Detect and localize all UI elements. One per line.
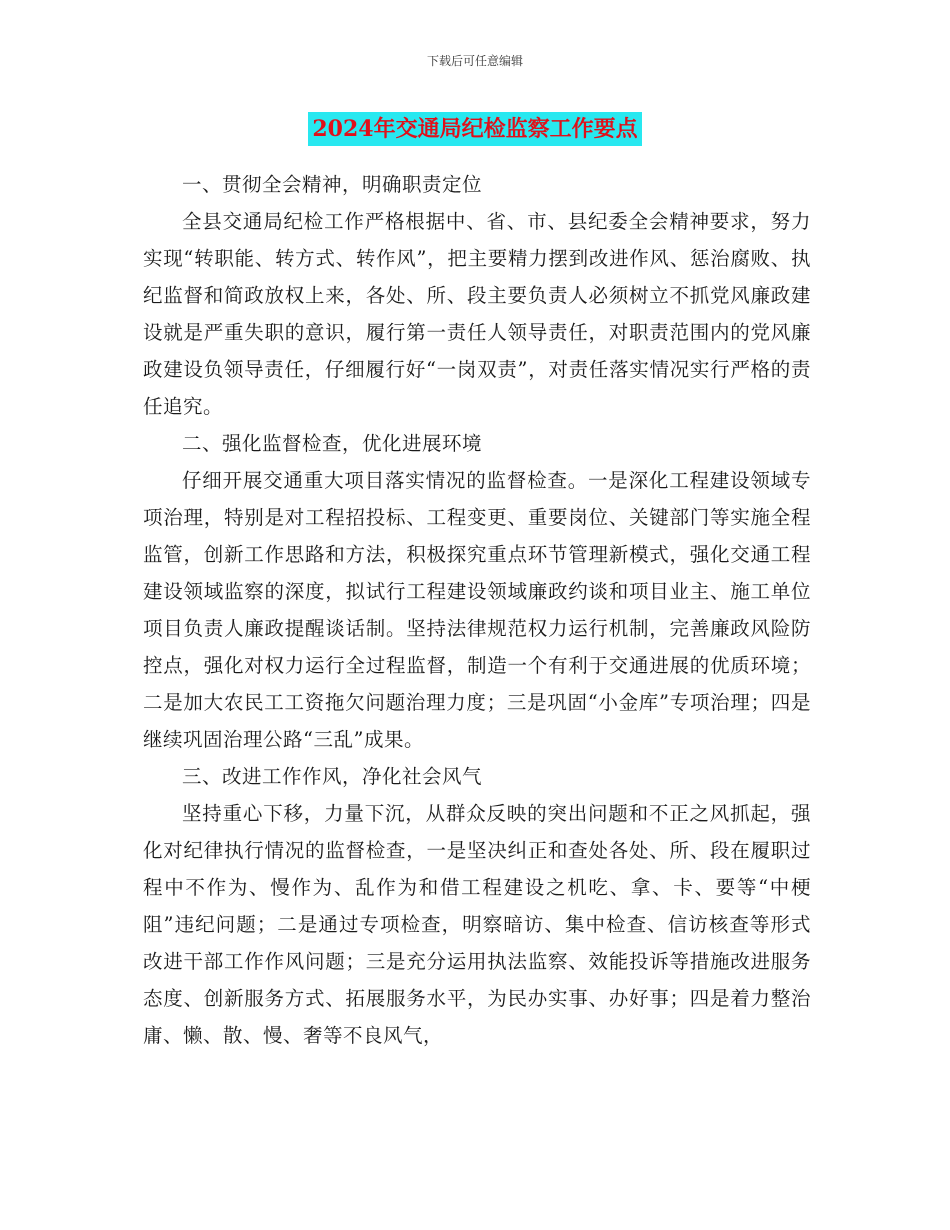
section-heading-3: 三、改进工作作风，净化社会风气 [182,765,483,788]
section-heading-2: 二、强化监督检查，优化进展环境 [182,432,483,455]
document-title-wrapper [0,112,950,146]
page-header-note: 下载后可任意编辑 [426,54,523,68]
section-body-2: 仔细开展交通重大项目落实情况的监督检查。一是深化工程建设领域专项治理，特别是对工程招投标、工程变更、重要岗位、关键部门等实施全程监管，创新工作思路和方法，积极探究重点环节管理新模式，强化交通工程建设领域监察的深度，拟试行工程建设领域廉政约谈和项目业主、施工单位项目负责人廉政提醒谈话制。坚持法律规范权力运行机制，完善廉政风险防控点，强化对权力运行全过程监督，制造一个有利于交通进展的优质环境；二是加大农民工工资拖欠问题治理力度；三是巩固“小金库”专项治理；四是继续巩固治理公路“三乱”成果。 [143,469,811,751]
section-heading-1: 一、贯彻全会精神，明确职责定位 [182,173,483,196]
document-title: 2024年交通局纪检监察工作要点 [308,112,641,146]
document-body [143,166,811,1054]
section-body-1: 全县交通局纪检工作严格根据中、省、市、县纪委全会精神要求，努力实现“转职能、转方式、转作风”，把主要精力摆到改进作风、惩治腐败、执纪监督和简政放权上来，各处、所、段主要负责人必须树立不抓党风廉政建设就是严重失职的意识，履行第一责任人领导责任，对职责范围内的党风廉政建设负领导责任，仔细履行好“一岗双责”，对责任落实情况实行严格的责任追究。 [143,210,811,418]
section-body-3: 坚持重心下移，力量下沉，从群众反映的突出问题和不正之风抓起，强化对纪律执行情况的监督检查，一是坚决纠正和查处各处、所、段在履职过程中不作为、慢作为、乱作为和借工程建设之机吃、拿、卡、要等“中梗阻”违纪问题；二是通过专项检查，明察暗访、集中检查、信访核查等形式改进干部工作作风问题；三是充分运用执法监察、效能投诉等措施改进服务态度、创新服务方式、拓展服务水平，为民办实事、办好事；四是着力整治庸、懒、散、慢、奢等不良风气， [143,802,811,1047]
